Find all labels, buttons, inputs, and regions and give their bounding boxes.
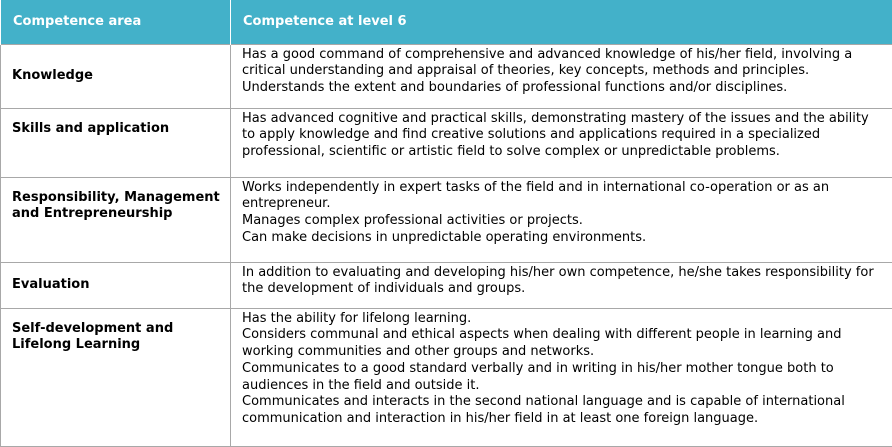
description-line: Has a good command of comprehensive and advanced knowledge of his/her field, involving a critical understanding and appraisal of theories, key concepts, methods and principles. [242,47,884,81]
header-competence-area: Competence area [1,0,231,44]
competence-area-cell: Evaluation [1,262,231,308]
competence-description-cell [231,44,892,108]
table-header-row [1,0,892,44]
table-row [1,262,892,308]
description-line: Can make decisions in unpredictable operating environments. [242,230,884,247]
description-line: Communicates to a good standard verbally and in writing in his/her mother tongue both to audiences in the field and outside it. [242,361,884,395]
description-line: Has advanced cognitive and practical skills, demonstrating mastery of the issues and the ability to apply knowledge and find creative solutions and applications required in a specialized professional, scientific or artistic field to solve complex or unpredictable problems. [242,111,884,161]
competence-description-cell [231,108,892,177]
table-row [1,108,892,177]
competence-area-cell: Self-development and Lifelong Learning [1,308,231,446]
competence-area-cell: Knowledge [1,44,231,108]
competence-area-cell: Responsibility, Management and Entrepreneurship [1,177,231,262]
description-line: Considers communal and ethical aspects when dealing with different people in learning and working communities and other groups and networks. [242,327,884,361]
header-competence-level: Competence at level 6 [231,0,892,44]
competence-description-cell [231,177,892,262]
table-row [1,44,892,108]
competence-description-cell [231,308,892,446]
table-row [1,177,892,262]
competence-area-cell: Skills and application [1,108,231,177]
table-row [1,308,892,446]
description-line: Has the ability for lifelong learning. [242,311,884,328]
description-line: Manages complex professional activities or projects. [242,213,884,230]
description-line: Communicates and interacts in the second national language and is capable of international communication and interaction in his/her field in at least one foreign language. [242,394,884,428]
description-line: Understands the extent and boundaries of professional functions and/or disciplines. [242,80,884,97]
description-line: Works independently in expert tasks of the field and in international co-operation or as an entrepreneur. [242,180,884,214]
competence-description-cell [231,262,892,308]
description-line: In addition to evaluating and developing his/her own competence, he/she takes responsibility for the development of individuals and groups. [242,265,884,299]
